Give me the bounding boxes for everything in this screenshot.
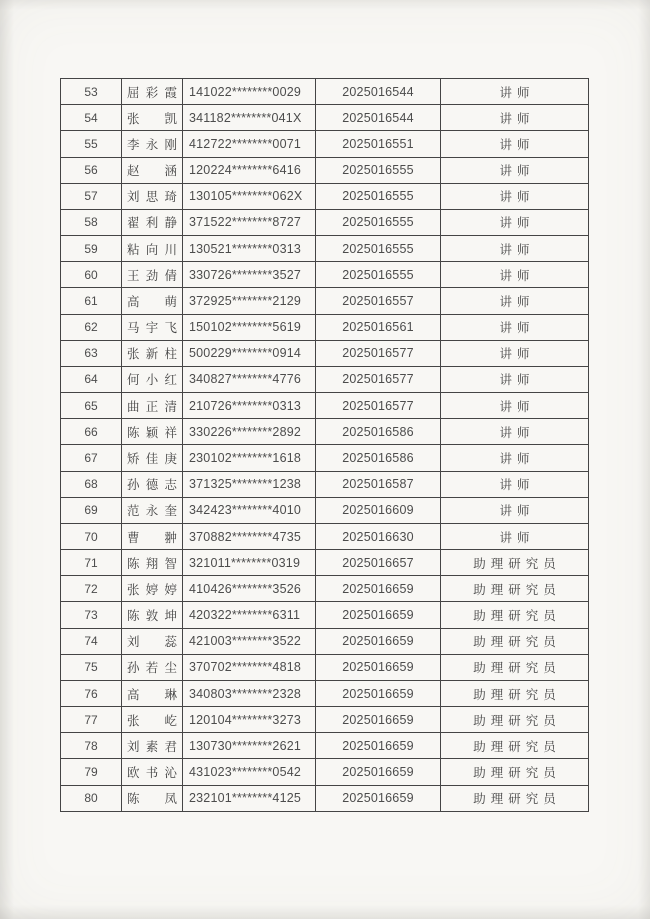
table-row <box>61 393 589 419</box>
certificate-number: 2025016577 <box>316 366 441 392</box>
person-name-cell <box>122 131 183 157</box>
job-title: 讲师 <box>441 209 589 235</box>
row-number: 63 <box>61 340 122 366</box>
job-title: 助理研究员 <box>441 576 589 602</box>
job-title: 讲师 <box>441 497 589 523</box>
person-name <box>127 475 177 493</box>
id-number: 372925********2129 <box>183 288 316 314</box>
certificate-number: 2025016630 <box>316 523 441 549</box>
table-row <box>61 602 589 628</box>
person-name <box>127 344 177 362</box>
row-number: 66 <box>61 419 122 445</box>
table-row <box>61 785 589 811</box>
person-name-cell <box>122 471 183 497</box>
person-name-cell <box>122 497 183 523</box>
name-char: 川 <box>164 241 177 257</box>
table-row <box>61 262 589 288</box>
row-number: 64 <box>61 366 122 392</box>
job-title: 讲师 <box>441 183 589 209</box>
job-title: 助理研究员 <box>441 733 589 759</box>
person-name <box>127 449 177 467</box>
id-number: 431023********0542 <box>183 759 316 785</box>
name-char: 奎 <box>164 503 177 519</box>
person-name-cell <box>122 209 183 235</box>
row-number: 57 <box>61 183 122 209</box>
row-number: 58 <box>61 209 122 235</box>
table-row <box>61 105 589 131</box>
id-number: 330226********2892 <box>183 419 316 445</box>
id-number: 410426********3526 <box>183 576 316 602</box>
name-char: 沁 <box>164 765 177 781</box>
person-name-cell <box>122 602 183 628</box>
table-body <box>61 79 589 812</box>
name-char: 凯 <box>164 110 177 126</box>
person-name-cell <box>122 340 183 366</box>
certificate-number: 2025016609 <box>316 497 441 523</box>
job-title: 助理研究员 <box>441 550 589 576</box>
name-char: 利 <box>145 215 159 231</box>
table-row <box>61 733 589 759</box>
person-name-cell <box>122 445 183 471</box>
job-title: 讲师 <box>441 288 589 314</box>
id-number: 130730********2621 <box>183 733 316 759</box>
job-title: 讲师 <box>441 105 589 131</box>
name-char: 高 <box>127 686 140 702</box>
id-number: 141022********0029 <box>183 79 316 105</box>
name-char: 素 <box>145 738 159 754</box>
row-number: 56 <box>61 157 122 183</box>
name-char: 宇 <box>145 320 159 336</box>
person-name <box>127 606 177 624</box>
name-char: 陈 <box>127 424 140 440</box>
name-char: 书 <box>145 765 159 781</box>
name-char: 倩 <box>164 267 177 283</box>
name-char: 马 <box>127 320 140 336</box>
person-name-cell <box>122 523 183 549</box>
id-number: 230102********1618 <box>183 445 316 471</box>
job-title: 助理研究员 <box>441 759 589 785</box>
table-row <box>61 445 589 471</box>
name-char: 萌 <box>164 293 177 309</box>
name-char: 德 <box>145 477 159 493</box>
person-name <box>127 213 177 231</box>
job-title: 讲师 <box>441 236 589 262</box>
person-name-cell <box>122 105 183 131</box>
row-number: 62 <box>61 314 122 340</box>
row-number: 59 <box>61 236 122 262</box>
certificate-table <box>60 78 589 812</box>
table-row <box>61 79 589 105</box>
job-title: 讲师 <box>441 445 589 471</box>
person-name <box>127 109 177 127</box>
name-char: 翔 <box>145 555 159 571</box>
certificate-number: 2025016577 <box>316 340 441 366</box>
name-char: 陈 <box>127 791 140 807</box>
row-number: 76 <box>61 680 122 706</box>
name-char: 静 <box>164 215 177 231</box>
certificate-number: 2025016586 <box>316 445 441 471</box>
row-number: 67 <box>61 445 122 471</box>
table-row <box>61 628 589 654</box>
table-row <box>61 419 589 445</box>
table-row <box>61 314 589 340</box>
name-char: 琦 <box>164 189 177 205</box>
row-number: 75 <box>61 654 122 680</box>
row-number: 68 <box>61 471 122 497</box>
person-name <box>127 187 177 205</box>
name-char: 智 <box>164 555 177 571</box>
id-number: 330726********3527 <box>183 262 316 288</box>
row-number: 54 <box>61 105 122 131</box>
name-char: 婷 <box>145 581 159 597</box>
person-name-cell <box>122 707 183 733</box>
table-row <box>61 183 589 209</box>
id-number: 342423********4010 <box>183 497 316 523</box>
person-name <box>127 240 177 258</box>
table-row <box>61 131 589 157</box>
job-title: 助理研究员 <box>441 785 589 811</box>
name-char: 颖 <box>145 424 159 440</box>
name-char: 欧 <box>127 765 140 781</box>
certificate-number: 2025016659 <box>316 654 441 680</box>
id-number: 150102********5619 <box>183 314 316 340</box>
person-name-cell <box>122 366 183 392</box>
certificate-number: 2025016555 <box>316 209 441 235</box>
person-name <box>127 161 177 179</box>
name-char: 正 <box>145 398 159 414</box>
name-char: 何 <box>127 372 140 388</box>
name-char: 清 <box>164 398 177 414</box>
person-name-cell <box>122 733 183 759</box>
certificate-number: 2025016659 <box>316 785 441 811</box>
person-name-cell <box>122 759 183 785</box>
name-char: 赵 <box>127 163 140 179</box>
name-char: 范 <box>127 503 140 519</box>
job-title: 讲师 <box>441 340 589 366</box>
name-char: 志 <box>164 477 177 493</box>
person-name-cell <box>122 785 183 811</box>
job-title: 讲师 <box>441 157 589 183</box>
certificate-number: 2025016555 <box>316 236 441 262</box>
person-name <box>127 685 177 703</box>
person-name <box>127 266 177 284</box>
certificate-number: 2025016544 <box>316 105 441 131</box>
name-char: 新 <box>145 346 159 362</box>
name-char: 孙 <box>127 660 140 676</box>
person-name <box>127 554 177 572</box>
table-row <box>61 157 589 183</box>
person-name <box>127 789 177 807</box>
name-char: 红 <box>164 372 177 388</box>
name-char: 琳 <box>164 686 177 702</box>
id-number: 341182********041X <box>183 105 316 131</box>
name-char: 柱 <box>164 346 177 362</box>
name-char: 敦 <box>145 608 159 624</box>
name-char: 张 <box>127 346 140 362</box>
job-title: 助理研究员 <box>441 680 589 706</box>
person-name <box>127 580 177 598</box>
table-row <box>61 236 589 262</box>
table-row <box>61 680 589 706</box>
table-row <box>61 471 589 497</box>
name-char: 王 <box>127 267 140 283</box>
name-char: 张 <box>127 712 140 728</box>
job-title: 讲师 <box>441 131 589 157</box>
table-row <box>61 523 589 549</box>
name-char: 祥 <box>164 424 177 440</box>
id-number: 120104********3273 <box>183 707 316 733</box>
certificate-number: 2025016577 <box>316 393 441 419</box>
name-char: 刚 <box>164 136 177 152</box>
name-char: 飞 <box>164 320 177 336</box>
person-name <box>127 737 177 755</box>
person-name <box>127 83 177 101</box>
name-char: 张 <box>127 110 140 126</box>
person-name-cell <box>122 680 183 706</box>
certificate-number: 2025016659 <box>316 576 441 602</box>
row-number: 60 <box>61 262 122 288</box>
person-name <box>127 528 177 546</box>
person-name <box>127 632 177 650</box>
name-char: 曹 <box>127 529 140 545</box>
row-number: 61 <box>61 288 122 314</box>
person-name <box>127 658 177 676</box>
id-number: 130105********062X <box>183 183 316 209</box>
certificate-number: 2025016659 <box>316 680 441 706</box>
job-title: 讲师 <box>441 314 589 340</box>
name-char: 庚 <box>164 450 177 466</box>
person-name <box>127 763 177 781</box>
name-char: 陈 <box>127 555 140 571</box>
person-name-cell <box>122 236 183 262</box>
person-name-cell <box>122 262 183 288</box>
name-char: 翟 <box>127 215 140 231</box>
name-char: 思 <box>145 189 159 205</box>
certificate-number: 2025016544 <box>316 79 441 105</box>
id-number: 340803********2328 <box>183 680 316 706</box>
person-name-cell <box>122 183 183 209</box>
name-char: 坤 <box>164 608 177 624</box>
row-number: 71 <box>61 550 122 576</box>
certificate-number: 2025016659 <box>316 759 441 785</box>
certificate-number: 2025016555 <box>316 157 441 183</box>
name-char: 曲 <box>127 398 140 414</box>
person-name-cell <box>122 550 183 576</box>
person-name <box>127 423 177 441</box>
certificate-number: 2025016586 <box>316 419 441 445</box>
row-number: 73 <box>61 602 122 628</box>
certificate-number: 2025016561 <box>316 314 441 340</box>
row-number: 69 <box>61 497 122 523</box>
id-number: 370702********4818 <box>183 654 316 680</box>
person-name-cell <box>122 157 183 183</box>
certificate-number: 2025016587 <box>316 471 441 497</box>
table-row <box>61 550 589 576</box>
person-name <box>127 135 177 153</box>
name-char: 刘 <box>127 634 140 650</box>
certificate-number: 2025016659 <box>316 707 441 733</box>
id-number: 500229********0914 <box>183 340 316 366</box>
name-char: 小 <box>145 372 159 388</box>
name-char: 君 <box>164 738 177 754</box>
name-char: 孙 <box>127 477 140 493</box>
job-title: 助理研究员 <box>441 654 589 680</box>
row-number: 80 <box>61 785 122 811</box>
name-char: 涵 <box>164 163 177 179</box>
name-char: 高 <box>127 293 140 309</box>
person-name <box>127 397 177 415</box>
id-number: 370882********4735 <box>183 523 316 549</box>
person-name <box>127 370 177 388</box>
name-char: 张 <box>127 581 140 597</box>
id-number: 371325********1238 <box>183 471 316 497</box>
row-number: 55 <box>61 131 122 157</box>
name-char: 屹 <box>164 712 177 728</box>
person-name-cell <box>122 576 183 602</box>
person-name-cell <box>122 79 183 105</box>
row-number: 72 <box>61 576 122 602</box>
table-row <box>61 497 589 523</box>
table-row <box>61 288 589 314</box>
name-char: 尘 <box>164 660 177 676</box>
name-char: 永 <box>145 503 159 519</box>
certificate-number: 2025016555 <box>316 262 441 288</box>
table-row <box>61 576 589 602</box>
id-number: 321011********0319 <box>183 550 316 576</box>
name-char: 矫 <box>127 450 140 466</box>
row-number: 77 <box>61 707 122 733</box>
certificate-number: 2025016551 <box>316 131 441 157</box>
name-char: 蕊 <box>164 634 177 650</box>
job-title: 讲师 <box>441 366 589 392</box>
person-name-cell <box>122 419 183 445</box>
table-row <box>61 654 589 680</box>
name-char: 永 <box>145 136 159 152</box>
certificate-number: 2025016659 <box>316 733 441 759</box>
name-char: 李 <box>127 136 140 152</box>
id-number: 412722********0071 <box>183 131 316 157</box>
certificate-number: 2025016659 <box>316 602 441 628</box>
table-row <box>61 707 589 733</box>
certificate-number: 2025016659 <box>316 628 441 654</box>
id-number: 120224********6416 <box>183 157 316 183</box>
job-title: 讲师 <box>441 419 589 445</box>
row-number: 74 <box>61 628 122 654</box>
row-number: 53 <box>61 79 122 105</box>
id-number: 130521********0313 <box>183 236 316 262</box>
job-title: 讲师 <box>441 79 589 105</box>
job-title: 助理研究员 <box>441 628 589 654</box>
id-number: 421003********3522 <box>183 628 316 654</box>
name-char: 劲 <box>145 267 159 283</box>
name-char: 翀 <box>164 529 177 545</box>
name-char: 粘 <box>127 241 140 257</box>
name-char: 婷 <box>164 581 177 597</box>
name-char: 霞 <box>164 84 177 100</box>
name-char: 彩 <box>145 84 159 100</box>
job-title: 讲师 <box>441 523 589 549</box>
name-char: 佳 <box>145 450 159 466</box>
job-title: 讲师 <box>441 262 589 288</box>
id-number: 232101********4125 <box>183 785 316 811</box>
table-row <box>61 366 589 392</box>
table-row <box>61 209 589 235</box>
certificate-number: 2025016657 <box>316 550 441 576</box>
person-name-cell <box>122 628 183 654</box>
id-number: 420322********6311 <box>183 602 316 628</box>
job-title: 讲师 <box>441 393 589 419</box>
certificate-number: 2025016557 <box>316 288 441 314</box>
name-char: 屈 <box>127 84 140 100</box>
id-number: 340827********4776 <box>183 366 316 392</box>
row-number: 70 <box>61 523 122 549</box>
name-char: 刘 <box>127 189 140 205</box>
job-title: 助理研究员 <box>441 707 589 733</box>
id-number: 210726********0313 <box>183 393 316 419</box>
name-char: 凤 <box>164 791 177 807</box>
person-name <box>127 501 177 519</box>
id-number: 371522********8727 <box>183 209 316 235</box>
table-row <box>61 759 589 785</box>
name-char: 向 <box>145 241 159 257</box>
person-name-cell <box>122 314 183 340</box>
person-name <box>127 318 177 336</box>
row-number: 78 <box>61 733 122 759</box>
person-name <box>127 292 177 310</box>
person-name-cell <box>122 288 183 314</box>
table-row <box>61 340 589 366</box>
person-name <box>127 711 177 729</box>
name-char: 刘 <box>127 738 140 754</box>
job-title: 讲师 <box>441 471 589 497</box>
name-char: 陈 <box>127 608 140 624</box>
name-char: 若 <box>145 660 159 676</box>
person-name-cell <box>122 654 183 680</box>
certificate-number: 2025016555 <box>316 183 441 209</box>
person-name-cell <box>122 393 183 419</box>
row-number: 65 <box>61 393 122 419</box>
job-title: 助理研究员 <box>441 602 589 628</box>
row-number: 79 <box>61 759 122 785</box>
